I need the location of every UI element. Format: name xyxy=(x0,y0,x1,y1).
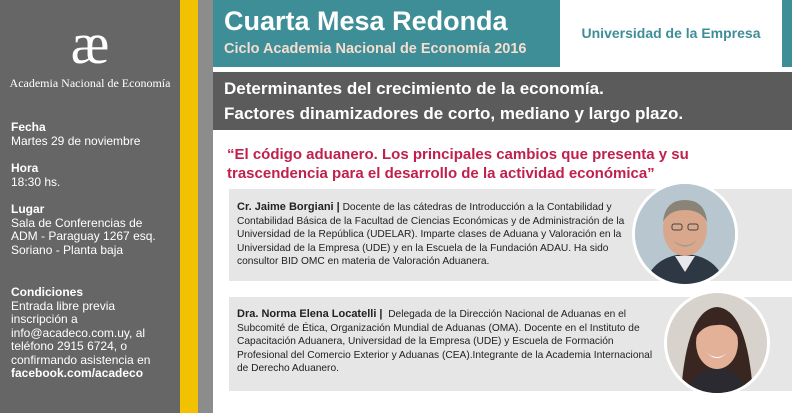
date-value: Martes 29 de noviembre xyxy=(11,133,141,148)
place-label: Lugar xyxy=(11,202,45,216)
facebook-link[interactable]: facebook.com/acadeco xyxy=(11,366,144,380)
speaker-bio xyxy=(237,201,624,269)
speaker-name: Dra. Norma Elena Locatelli | xyxy=(237,308,383,320)
event-subtitle: Ciclo Academia Nacional de Economía 2016 xyxy=(224,41,527,57)
bio-line: Contabilidad Básica de la Facultad de Ciencias Económicas y de Administración de la xyxy=(237,215,625,227)
bio-line: de Derecho Aduanero. xyxy=(237,363,339,374)
event-title: Cuarta Mesa Redonda xyxy=(224,6,508,36)
speaker-bio xyxy=(237,308,652,376)
conditions-line: inscripción a xyxy=(11,312,78,326)
talk-title: “El código aduanero. Los principales cambios que presenta y su trascendencia para el desarrollo de la actividad económica” xyxy=(227,146,689,182)
academy-name: Academia Nacional de Economía xyxy=(9,76,171,90)
bio-line: Profesional del Comercio Exterior y Aduanas (CEA).Integrante de la Academia Internacional xyxy=(237,349,653,361)
bio-line: Docente de las cátedras de Introducción a la Contabilidad y xyxy=(342,202,612,213)
bio-line: Universidad de la Empresa (UDE) y en la Escuela de la Fundación ADAU. Ha sido xyxy=(237,242,609,254)
speaker-name: Cr. Jaime Borgiani | xyxy=(237,201,340,213)
theme-line-1: Determinantes del crecimiento de la economía. xyxy=(224,79,604,98)
conditions-label: Condiciones xyxy=(11,285,84,299)
conditions-line: teléfono 2915 6724, o xyxy=(11,339,128,353)
time-value: 18:30 hs. xyxy=(11,174,61,189)
bio-line: Delegada de la Dirección Nacional de Aduanas en el xyxy=(388,309,627,320)
speaker-portrait xyxy=(667,293,767,393)
date-label: Fecha xyxy=(11,120,46,134)
time-label: Hora xyxy=(11,161,39,175)
gray-stripe xyxy=(198,0,213,413)
bio-line: Universidad de la República (UDELAR). Imparte clases de Aduana y Valoración en la xyxy=(237,229,622,240)
speaker-photo xyxy=(632,181,738,287)
university-name: Universidad de la Empresa xyxy=(581,25,761,41)
place-line: ADM - Paraguay 1267 esq. xyxy=(11,229,156,243)
contact-email: info@acadeco.com.uy, al xyxy=(11,325,146,340)
bio-line: Capacitación Aduanera, Universidad de la Empresa (UDE) y Escuela de Formación xyxy=(237,336,614,347)
conditions-line: Entrada libre previa xyxy=(11,298,116,313)
event-date xyxy=(11,121,177,148)
bio-line: Subcomité de Ética, Organización Mundial de Aduanas (OMA). Docente en el Instituto de xyxy=(237,322,640,334)
yellow-stripe xyxy=(180,0,198,413)
event-time xyxy=(11,162,177,189)
speaker-portrait xyxy=(635,184,735,284)
speaker-photo xyxy=(664,290,770,396)
place-line: Soriano - Planta baja xyxy=(11,242,124,257)
academy-logo: æ xyxy=(70,11,110,76)
theme-line-2: Factores dinamizadores de corto, mediano y largo plazo. xyxy=(224,104,684,123)
event-conditions xyxy=(11,286,177,381)
bio-line: consultor BID OMC en materia de Valoración Aduanera. xyxy=(237,256,490,267)
event-place xyxy=(11,203,177,257)
place-line: Sala de Conferencias de xyxy=(11,215,143,230)
conditions-line: confirmando asistencia en xyxy=(11,352,151,367)
university-box xyxy=(560,0,782,67)
